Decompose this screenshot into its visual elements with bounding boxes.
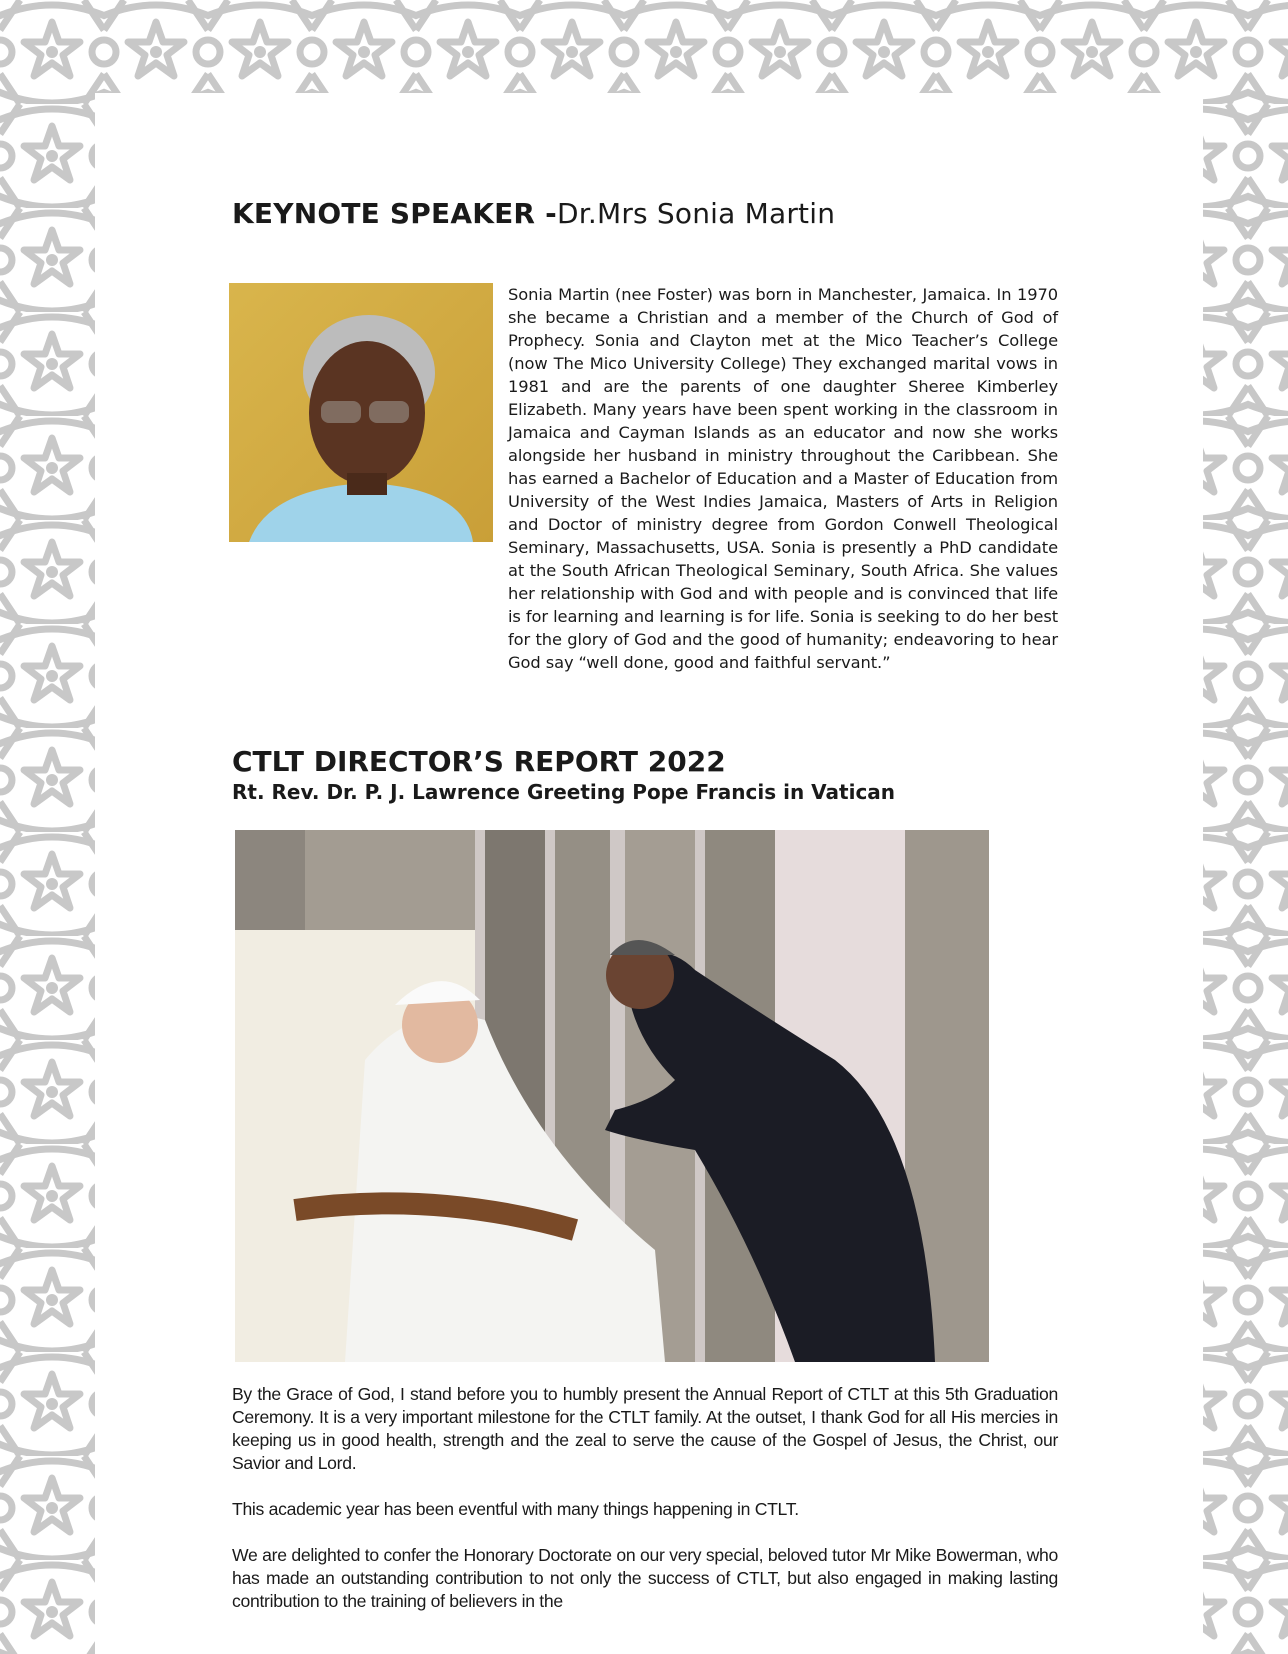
speaker-portrait-photo — [229, 283, 493, 542]
keynote-title — [232, 197, 835, 230]
vatican-greeting-photo — [235, 830, 989, 1362]
report-body — [232, 1383, 1058, 1636]
report-paragraph: We are delighted to confer the Honorary Doctorate on our very special, beloved tutor Mr Mike Bowerman, who has made an outstanding contribution to not only the success of CTLT, but also engaged in making lasting contribution to the training of believers in the — [232, 1545, 1058, 1611]
keynote-speaker-name: Dr.Mrs Sonia Martin — [556, 197, 836, 230]
report-paragraph: By the Grace of God, I stand before you to humbly present the Annual Report of CTLT at this 5th Graduation Ceremony. It is a very important milestone for the CTLT family. At the outset, I thank God for all His mercies in keeping us in good health, strength and the zeal to serve the cause of the Gospel of Jesus, the Christ, our Savior and Lord. — [232, 1384, 1058, 1473]
keynote-title-label: KEYNOTE SPEAKER - — [232, 197, 557, 230]
report-paragraph: This academic year has been eventful with many things happening in CTLT. — [232, 1499, 799, 1519]
report-subheading: Rt. Rev. Dr. P. J. Lawrence Greeting Pope Francis in Vatican — [232, 780, 896, 804]
report-heading: CTLT DIRECTOR’S REPORT 2022 — [232, 745, 726, 778]
speaker-bio: Sonia Martin (nee Foster) was born in Manchester, Jamaica. In 1970 she became a Christian and a member of the Church of God of Prophecy. Sonia and Clayton met at the Mico Teacher’s College (now The Mico University College) They exchanged marital vows in 1981 and are the parents of one daughter Sheree Kimberley Elizabeth. Many years have been spent working in the classroom in Jamaica and Cayman Islands as an educator and now she works alongside her husband in ministry throughout the Caribbean. She has earned a Bachelor of Education and a Master of Education from University of the West Indies Jamaica, Masters of Arts in Religion and Doctor of ministry degree from Gordon Conwell Theological Seminary, Massachusetts, USA. Sonia is presently a PhD candidate at the South African Theological Seminary, South Africa. She values her relationship with God and with people and is convinced that life is for learning and learning is for life. Sonia is seeking to do her best for the glory of God and the good of humanity; endeavoring to hear God say “well done, good and faithful servant.” — [508, 285, 1058, 672]
